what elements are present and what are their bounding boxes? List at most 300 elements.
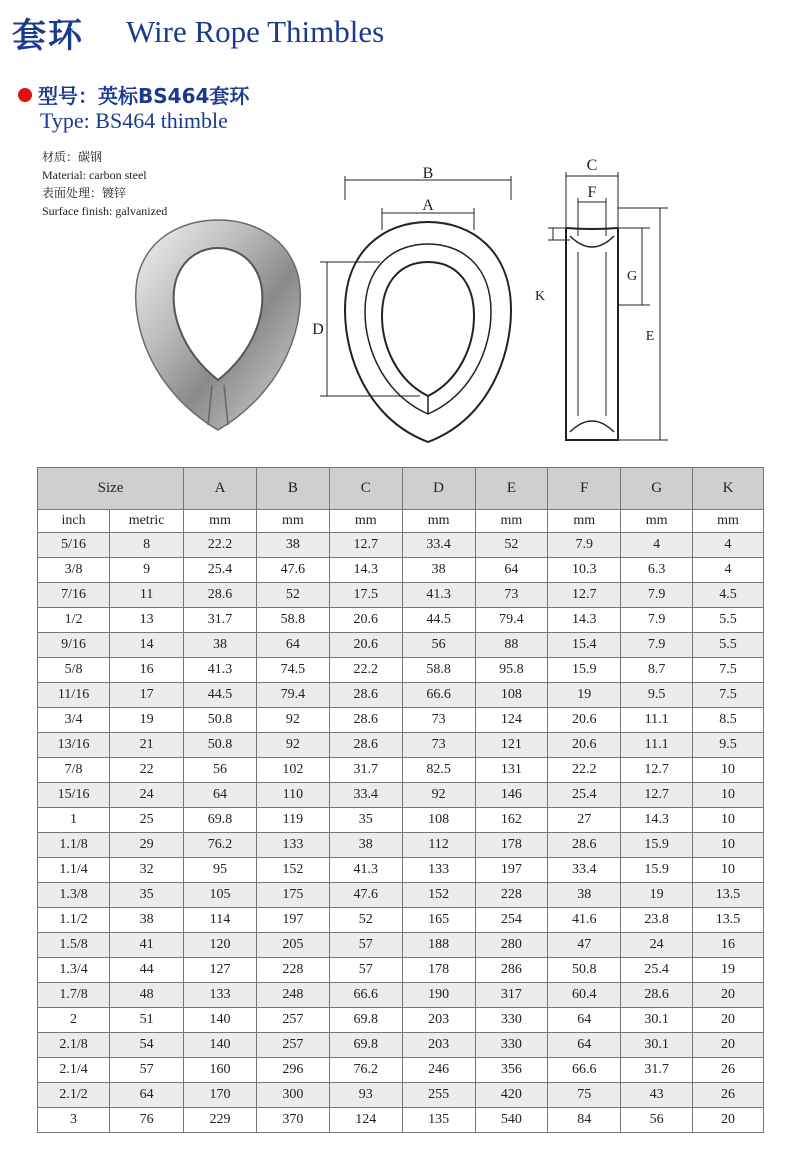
table-cell: 246 (402, 1058, 475, 1083)
table-cell: 16 (693, 933, 764, 958)
table-cell: 286 (475, 958, 548, 983)
table-cell: 20 (693, 983, 764, 1008)
table-cell: 170 (184, 1083, 257, 1108)
table-cell: 105 (184, 883, 257, 908)
table-cell: 228 (475, 883, 548, 908)
table-cell: 30.1 (621, 1033, 693, 1058)
table-cell: 203 (402, 1008, 475, 1033)
table-cell: 26 (693, 1058, 764, 1083)
table-cell: 1.3/4 (38, 958, 110, 983)
table-cell: 2.1/2 (38, 1083, 110, 1108)
table-cell: 124 (329, 1108, 402, 1133)
table-cell: 69.8 (184, 808, 257, 833)
dim-label-c: C (586, 157, 598, 174)
table-cell: 31.7 (329, 758, 402, 783)
unit-mm: mm (402, 510, 475, 533)
table-cell: 3 (38, 1108, 110, 1133)
table-cell: 33.4 (402, 533, 475, 558)
table-row (38, 533, 764, 558)
type-english: Type: BS464 thimble (40, 108, 228, 133)
table-cell: 58.8 (256, 608, 329, 633)
table-cell: 135 (402, 1108, 475, 1133)
table-cell: 43 (621, 1083, 693, 1108)
table-cell: 1.5/8 (38, 933, 110, 958)
table-row (38, 833, 764, 858)
table-cell: 73 (475, 583, 548, 608)
table-cell: 248 (256, 983, 329, 1008)
table-cell: 38 (548, 883, 621, 908)
table-cell: 255 (402, 1083, 475, 1108)
table-cell: 140 (184, 1008, 257, 1033)
table-cell: 10 (693, 833, 764, 858)
table-cell: 8.7 (621, 658, 693, 683)
table-cell: 20 (693, 1033, 764, 1058)
dim-label-k: K (534, 289, 546, 304)
table-cell: 95 (184, 858, 257, 883)
table-cell: 38 (256, 533, 329, 558)
table-cell: 19 (110, 708, 184, 733)
table-cell: 296 (256, 1058, 329, 1083)
table-row (38, 958, 764, 983)
col-header-e: E (475, 468, 548, 510)
table-cell: 1.1/4 (38, 858, 110, 883)
table-cell: 38 (329, 833, 402, 858)
table-row (38, 983, 764, 1008)
table-cell: 66.6 (548, 1058, 621, 1083)
table-cell: 57 (329, 958, 402, 983)
unit-mm: mm (329, 510, 402, 533)
unit-mm: mm (475, 510, 548, 533)
table-cell: 64 (548, 1033, 621, 1058)
table-cell: 38 (184, 633, 257, 658)
table-cell: 76.2 (329, 1058, 402, 1083)
table-cell: 41.3 (184, 658, 257, 683)
table-cell: 114 (184, 908, 257, 933)
table-cell: 13.5 (693, 908, 764, 933)
table-cell: 152 (256, 858, 329, 883)
table-cell: 47.6 (329, 883, 402, 908)
table-cell: 12.7 (548, 583, 621, 608)
table-cell: 20.6 (329, 608, 402, 633)
table-cell: 17.5 (329, 583, 402, 608)
table-cell: 20.6 (548, 708, 621, 733)
table-cell: 280 (475, 933, 548, 958)
table-cell: 31.7 (621, 1058, 693, 1083)
table-cell: 20 (693, 1108, 764, 1133)
table-cell: 20 (693, 1008, 764, 1033)
table-cell: 10 (693, 808, 764, 833)
table-cell: 74.5 (256, 658, 329, 683)
table-cell: 32 (110, 858, 184, 883)
table-cell: 23.8 (621, 908, 693, 933)
table-cell: 6.3 (621, 558, 693, 583)
table-cell: 1.1/2 (38, 908, 110, 933)
col-header-d: D (402, 468, 475, 510)
table-cell: 66.6 (402, 683, 475, 708)
table-cell: 56 (184, 758, 257, 783)
table-cell: 4 (693, 558, 764, 583)
table-cell: 93 (329, 1083, 402, 1108)
table-cell: 69.8 (329, 1008, 402, 1033)
table-cell: 28.6 (329, 733, 402, 758)
table-cell: 79.4 (256, 683, 329, 708)
type-chinese (18, 80, 249, 109)
table-cell: 38 (110, 908, 184, 933)
table-cell: 356 (475, 1058, 548, 1083)
type-chinese-label: 型号：英标BS464套环 (38, 84, 250, 108)
table-cell: 178 (475, 833, 548, 858)
table-cell: 178 (402, 958, 475, 983)
table-cell: 14.3 (621, 808, 693, 833)
table-cell: 13.5 (693, 883, 764, 908)
table-cell: 7.9 (621, 608, 693, 633)
table-cell: 24 (110, 783, 184, 808)
table-cell: 420 (475, 1083, 548, 1108)
table-cell: 20.6 (548, 733, 621, 758)
dim-label-a: A (422, 197, 434, 214)
surface-cn: 表面处理：镀锌 (42, 186, 127, 200)
table-cell: 25.4 (621, 958, 693, 983)
table-cell: 121 (475, 733, 548, 758)
table-cell: 317 (475, 983, 548, 1008)
table-cell: 25.4 (548, 783, 621, 808)
table-cell: 12.7 (621, 758, 693, 783)
red-bullet-icon (18, 88, 32, 102)
table-cell: 7/8 (38, 758, 110, 783)
table-cell: 52 (256, 583, 329, 608)
unit-metric: metric (110, 510, 184, 533)
material-en: Material: carbon steel (42, 168, 147, 182)
table-cell: 5/16 (38, 533, 110, 558)
table-row (38, 583, 764, 608)
table-cell: 127 (184, 958, 257, 983)
table-cell: 28.6 (329, 683, 402, 708)
table-cell: 11/16 (38, 683, 110, 708)
table-cell: 229 (184, 1108, 257, 1133)
table-row (38, 683, 764, 708)
table-cell: 47.6 (256, 558, 329, 583)
table-cell: 76.2 (184, 833, 257, 858)
dim-label-d: D (312, 321, 324, 338)
table-cell: 44 (110, 958, 184, 983)
table-cell: 1/2 (38, 608, 110, 633)
size-header: Size (38, 468, 184, 510)
table-cell: 19 (693, 958, 764, 983)
table-cell: 41.6 (548, 908, 621, 933)
table-cell: 112 (402, 833, 475, 858)
table-cell: 110 (256, 783, 329, 808)
table-cell: 64 (256, 633, 329, 658)
table-cell: 330 (475, 1008, 548, 1033)
table-header-row (38, 468, 764, 510)
table-cell: 14 (110, 633, 184, 658)
table-cell: 30.1 (621, 1008, 693, 1033)
table-cell: 5.5 (693, 608, 764, 633)
table-cell: 13/16 (38, 733, 110, 758)
table-cell: 12.7 (329, 533, 402, 558)
table-cell: 7.5 (693, 683, 764, 708)
table-cell: 300 (256, 1083, 329, 1108)
table-cell: 21 (110, 733, 184, 758)
table-cell: 48 (110, 983, 184, 1008)
table-cell: 58.8 (402, 658, 475, 683)
table-cell: 92 (256, 733, 329, 758)
table-cell: 35 (110, 883, 184, 908)
dim-label-e: E (645, 329, 655, 344)
spec-table (37, 467, 764, 1133)
table-row (38, 708, 764, 733)
table-cell: 92 (402, 783, 475, 808)
table-cell: 1.3/8 (38, 883, 110, 908)
table-cell: 4 (693, 533, 764, 558)
table-cell: 50.8 (184, 733, 257, 758)
table-cell: 7.9 (548, 533, 621, 558)
table-cell: 4.5 (693, 583, 764, 608)
table-cell: 7.5 (693, 658, 764, 683)
table-cell: 31.7 (184, 608, 257, 633)
table-cell: 15.9 (548, 658, 621, 683)
table-row (38, 783, 764, 808)
table-cell: 15.4 (548, 633, 621, 658)
table-cell: 108 (475, 683, 548, 708)
table-cell: 160 (184, 1058, 257, 1083)
table-cell: 254 (475, 908, 548, 933)
table-cell: 35 (329, 808, 402, 833)
table-cell: 9.5 (621, 683, 693, 708)
table-row (38, 858, 764, 883)
table-cell: 11 (110, 583, 184, 608)
table-cell: 108 (402, 808, 475, 833)
table-cell: 10 (693, 858, 764, 883)
table-cell: 2 (38, 1008, 110, 1033)
table-cell: 50.8 (184, 708, 257, 733)
table-cell: 102 (256, 758, 329, 783)
table-cell: 13 (110, 608, 184, 633)
table-cell: 540 (475, 1108, 548, 1133)
col-header-b: B (256, 468, 329, 510)
table-cell: 10 (693, 783, 764, 808)
col-header-k: K (693, 468, 764, 510)
table-row (38, 633, 764, 658)
table-cell: 146 (475, 783, 548, 808)
table-cell: 257 (256, 1033, 329, 1058)
table-row (38, 1083, 764, 1108)
table-cell: 188 (402, 933, 475, 958)
table-cell: 20.6 (329, 633, 402, 658)
table-cell: 8.5 (693, 708, 764, 733)
table-cell: 10 (693, 758, 764, 783)
table-cell: 57 (329, 933, 402, 958)
title-chinese: 套环 (12, 16, 84, 56)
table-cell: 9/16 (38, 633, 110, 658)
table-cell: 165 (402, 908, 475, 933)
table-cell: 73 (402, 708, 475, 733)
table-cell: 12.7 (621, 783, 693, 808)
table-row (38, 808, 764, 833)
table-cell: 5.5 (693, 633, 764, 658)
unit-inch: inch (38, 510, 110, 533)
table-cell: 162 (475, 808, 548, 833)
dim-label-b: B (422, 165, 434, 182)
table-cell: 370 (256, 1108, 329, 1133)
table-cell: 133 (184, 983, 257, 1008)
front-view-drawing (320, 176, 511, 442)
table-cell: 14.3 (548, 608, 621, 633)
table-cell: 44.5 (402, 608, 475, 633)
table-cell: 88 (475, 633, 548, 658)
table-cell: 64 (475, 558, 548, 583)
table-row (38, 1058, 764, 1083)
table-row (38, 658, 764, 683)
table-cell: 330 (475, 1033, 548, 1058)
side-view-drawing (548, 172, 668, 440)
table-cell: 22.2 (184, 533, 257, 558)
table-cell: 33.4 (329, 783, 402, 808)
table-cell: 41 (110, 933, 184, 958)
table-cell: 9 (110, 558, 184, 583)
table-cell: 133 (402, 858, 475, 883)
table-cell: 3/8 (38, 558, 110, 583)
table-unit-row (38, 510, 764, 533)
table-cell: 2.1/8 (38, 1033, 110, 1058)
table-cell: 22 (110, 758, 184, 783)
table-cell: 41.3 (402, 583, 475, 608)
table-cell: 56 (621, 1108, 693, 1133)
table-row (38, 1108, 764, 1133)
table-cell: 47 (548, 933, 621, 958)
table-cell: 10.3 (548, 558, 621, 583)
table-cell: 95.8 (475, 658, 548, 683)
table-cell: 79.4 (475, 608, 548, 633)
table-row (38, 1033, 764, 1058)
table-cell: 1 (38, 808, 110, 833)
table-cell: 2.1/4 (38, 1058, 110, 1083)
unit-mm: mm (693, 510, 764, 533)
table-cell: 15.9 (621, 858, 693, 883)
table-cell: 84 (548, 1108, 621, 1133)
table-cell: 26 (693, 1083, 764, 1108)
dim-label-f: F (587, 184, 597, 201)
table-cell: 28.6 (621, 983, 693, 1008)
table-cell: 92 (256, 708, 329, 733)
table-row (38, 758, 764, 783)
table-cell: 28.6 (184, 583, 257, 608)
table-cell: 7/16 (38, 583, 110, 608)
table-cell: 75 (548, 1083, 621, 1108)
table-cell: 119 (256, 808, 329, 833)
table-cell: 15.9 (621, 833, 693, 858)
table-cell: 140 (184, 1033, 257, 1058)
title-english: Wire Rope Thimbles (126, 14, 385, 49)
table-cell: 5/8 (38, 658, 110, 683)
table-cell: 54 (110, 1033, 184, 1058)
table-cell: 50.8 (548, 958, 621, 983)
table-cell: 3/4 (38, 708, 110, 733)
table-cell: 9.5 (693, 733, 764, 758)
table-row (38, 558, 764, 583)
table-cell: 57 (110, 1058, 184, 1083)
table-cell: 41.3 (329, 858, 402, 883)
table-cell: 120 (184, 933, 257, 958)
table-cell: 257 (256, 1008, 329, 1033)
unit-mm: mm (548, 510, 621, 533)
table-cell: 64 (184, 783, 257, 808)
table-cell: 1.1/8 (38, 833, 110, 858)
table-cell: 44.5 (184, 683, 257, 708)
table-cell: 15/16 (38, 783, 110, 808)
table-cell: 27 (548, 808, 621, 833)
table-cell: 19 (621, 883, 693, 908)
table-cell: 19 (548, 683, 621, 708)
col-header-c: C (329, 468, 402, 510)
unit-mm: mm (184, 510, 257, 533)
table-cell: 175 (256, 883, 329, 908)
table-cell: 66.6 (329, 983, 402, 1008)
table-cell: 14.3 (329, 558, 402, 583)
table-cell: 25 (110, 808, 184, 833)
table-cell: 16 (110, 658, 184, 683)
table-cell: 133 (256, 833, 329, 858)
table-cell: 22.2 (548, 758, 621, 783)
thimble-diagrams (0, 140, 800, 460)
table-cell: 52 (329, 908, 402, 933)
table-cell: 131 (475, 758, 548, 783)
table-cell: 25.4 (184, 558, 257, 583)
table-cell: 33.4 (548, 858, 621, 883)
table-cell: 11.1 (621, 708, 693, 733)
col-header-g: G (621, 468, 693, 510)
table-cell: 197 (475, 858, 548, 883)
table-cell: 38 (402, 558, 475, 583)
table-cell: 228 (256, 958, 329, 983)
table-cell: 7.9 (621, 633, 693, 658)
material-cn: 材质：碳钢 (42, 150, 103, 164)
table-cell: 64 (548, 1008, 621, 1033)
table-row (38, 733, 764, 758)
table-cell: 11.1 (621, 733, 693, 758)
table-cell: 64 (110, 1083, 184, 1108)
table-cell: 24 (621, 933, 693, 958)
table-row (38, 933, 764, 958)
table-cell: 60.4 (548, 983, 621, 1008)
table-cell: 56 (402, 633, 475, 658)
table-cell: 152 (402, 883, 475, 908)
col-header-f: F (548, 468, 621, 510)
table-cell: 82.5 (402, 758, 475, 783)
table-cell: 28.6 (329, 708, 402, 733)
table-cell: 8 (110, 533, 184, 558)
unit-mm: mm (256, 510, 329, 533)
table-cell: 73 (402, 733, 475, 758)
unit-mm: mm (621, 510, 693, 533)
table-cell: 76 (110, 1108, 184, 1133)
table-cell: 17 (110, 683, 184, 708)
thimble-photo (136, 220, 301, 430)
table-cell: 124 (475, 708, 548, 733)
table-cell: 22.2 (329, 658, 402, 683)
table-cell: 197 (256, 908, 329, 933)
table-cell: 51 (110, 1008, 184, 1033)
table-cell: 29 (110, 833, 184, 858)
table-row (38, 1008, 764, 1033)
surface-en: Surface finish: galvanized (42, 204, 168, 218)
table-cell: 28.6 (548, 833, 621, 858)
table-row (38, 883, 764, 908)
table-cell: 190 (402, 983, 475, 1008)
table-row (38, 608, 764, 633)
table-cell: 52 (475, 533, 548, 558)
table-cell: 7.9 (621, 583, 693, 608)
